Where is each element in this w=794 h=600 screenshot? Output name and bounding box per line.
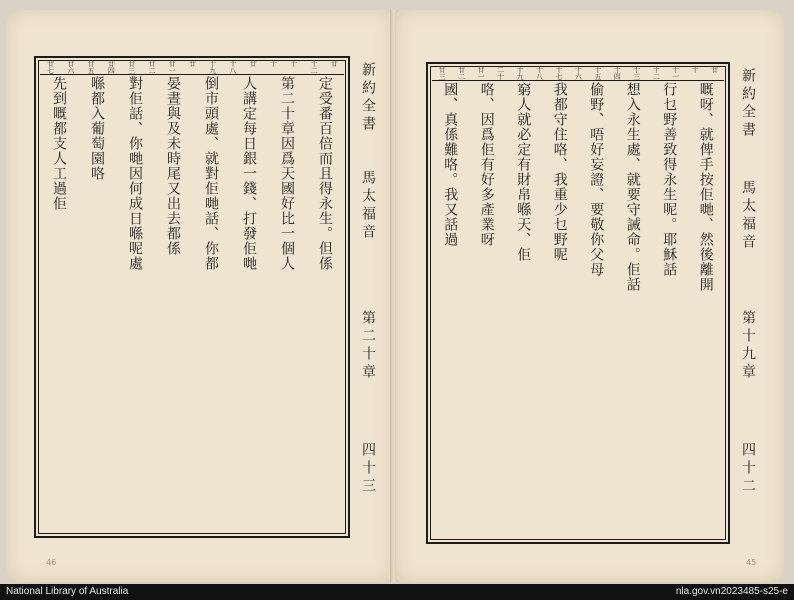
text-column: 我都守住咯、我重少乜野呢 [551, 82, 568, 262]
column-number: 廿五 [87, 60, 96, 74]
left-folio-number: 四十三 [360, 442, 376, 496]
text-column: 偷野、唔好妄證、要敬你父母 [588, 82, 605, 277]
column-number: 廿 [249, 60, 258, 67]
text-column: 晏晝與及未時尾又出去都係 [165, 76, 181, 256]
column-number: 十 [691, 66, 700, 73]
text-column: 喺都入葡萄園咯 [89, 76, 105, 181]
library-name: National Library of Australia [6, 586, 129, 597]
text-column: 想入永生處、就要守誡命。佢話 [624, 82, 641, 292]
left-page [6, 10, 392, 582]
column-number: 十二 [652, 66, 661, 80]
column-number: 十三 [632, 66, 641, 80]
library-footer [0, 584, 794, 600]
column-number: 十一 [671, 66, 680, 80]
left-gospel-title: 馬太福音 [360, 170, 376, 242]
column-number: 十七 [554, 66, 563, 80]
right-folio-number: 四十二 [740, 442, 756, 496]
text-column: 嘅呀、就俾手按佢哋、然後離開 [697, 82, 714, 292]
right-gospel-title: 馬太福音 [740, 180, 756, 252]
text-column: 國、真係難咯。我又話過 [442, 82, 459, 247]
record-identifier: nla.gov.vn2023485-s25-e [675, 586, 788, 597]
column-number: 十五 [593, 66, 602, 80]
column-number: 十二 [310, 60, 319, 74]
right-chapter-label: 第十九章 [740, 310, 756, 382]
right-text-columns [432, 82, 724, 538]
right-column-number-row [432, 66, 724, 81]
text-column: 倒市頭處、就對佢哋話、你都 [203, 76, 219, 271]
text-column: 第二十章因爲天國好比一個人 [279, 76, 295, 271]
column-number: 廿一 [477, 66, 486, 80]
text-column: 對佢話、你哋因何成日喺呢處 [127, 76, 143, 271]
column-number: 十八 [535, 66, 544, 80]
column-number: 十九 [208, 60, 217, 74]
column-number: 十四 [613, 66, 622, 80]
left-chapter-label: 第二十章 [360, 310, 376, 382]
column-number: 廿七 [46, 60, 55, 74]
column-number: 廿二 [457, 66, 466, 80]
right-text-frame [426, 62, 730, 544]
column-number: 十八 [229, 60, 238, 74]
column-number: 廿 [330, 60, 339, 67]
column-number: 十六 [574, 66, 583, 80]
column-number: 廿四 [107, 60, 116, 74]
column-number: 廿二 [147, 60, 156, 74]
text-column: 先到嘅都支人工過佢 [51, 76, 67, 211]
pencil-page-mark: 46 [46, 558, 57, 567]
column-number: 廿三 [127, 60, 136, 74]
column-number: 廿 [710, 66, 719, 73]
column-number: 十 [269, 60, 278, 67]
pencil-page-mark: 45 [746, 558, 757, 567]
text-column: 定受番百倍而且得永生。但係 [317, 76, 333, 271]
right-page [396, 10, 784, 582]
column-number: 廿六 [66, 60, 75, 74]
column-number: 十 [289, 60, 298, 67]
text-column: 窮人就必定有財帛喺天、佢 [515, 82, 532, 262]
left-text-columns [40, 76, 344, 532]
left-text-frame [34, 56, 350, 538]
column-number: 二十 [496, 66, 505, 80]
column-number: 廿 [188, 60, 197, 67]
left-book-title: 新約全書 [360, 62, 376, 134]
column-number: 廿三 [438, 66, 447, 80]
text-column: 咯、因爲佢有好多產業呀 [478, 82, 495, 247]
column-number: 廿一 [168, 60, 177, 74]
right-book-title: 新約全書 [740, 68, 756, 140]
left-column-number-row [40, 60, 344, 75]
column-number: 十九 [516, 66, 525, 80]
text-column: 人講定每日銀一錢、打發佢哋 [241, 76, 257, 271]
text-column: 行乜野善致得永生呢。耶穌話 [661, 82, 678, 277]
